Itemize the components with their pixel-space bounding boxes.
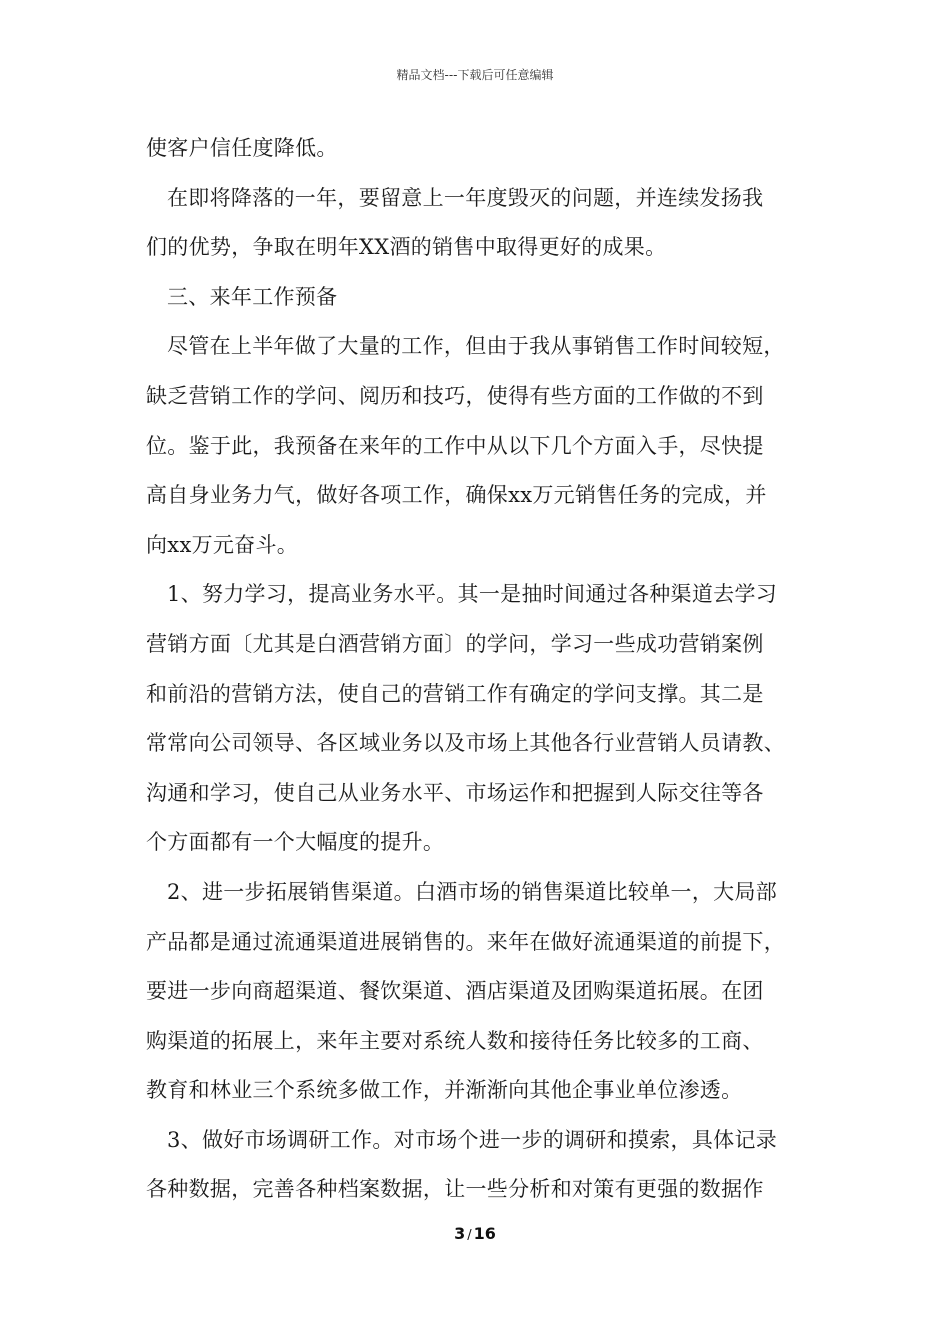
- text-line: 沟通和学习，使自己从业务水平、市场运作和把握到人际交往等各: [146, 780, 764, 805]
- text-line: 向xx万元奋斗。: [146, 532, 299, 557]
- page-number: [0, 1224, 950, 1243]
- text-line: 三、来年工作预备: [167, 284, 338, 309]
- text-line: 产品都是通过流通渠道进展销售的。来年在做好流通渠道的前提下，: [146, 929, 785, 954]
- text-line: 缺乏营销工作的学问、阅历和技巧，使得有些方面的工作做的不到: [146, 383, 764, 408]
- page-header: 精品文档---下载后可任意编辑: [396, 68, 554, 82]
- text-line: 3、做好市场调研工作。对市场个进一步的调研和摸索，具体记录: [167, 1127, 778, 1152]
- text-line: 使客户信任度降低。: [146, 136, 338, 160]
- text-line: 们的优势，争取在明年XX酒的销售中取得更好的成果。: [146, 235, 667, 260]
- text-line: 要进一步向商超渠道、餐饮渠道、酒店渠道及团购渠道拓展。在团: [146, 979, 764, 1004]
- page-separator: /: [467, 1228, 472, 1243]
- text-line: 高自身业务力气，做好各项工作，确保xx万元销售任务的完成，并: [146, 483, 767, 508]
- current-page-number: 3: [454, 1224, 466, 1243]
- text-line: 位。鉴于此，我预备在来年的工作中从以下几个方面入手，尽快提: [146, 433, 764, 458]
- total-pages: 16: [473, 1224, 496, 1243]
- text-line: 教育和林业三个系统多做工作，并渐渐向其他企事业单位渗透。: [146, 1078, 743, 1103]
- text-line: 各种数据，完善各种档案数据，让一些分析和对策有更强的数据作: [146, 1177, 764, 1202]
- text-line: 购渠道的拓展上，来年主要对系统人数和接待任务比较多的工商、: [146, 1028, 764, 1053]
- text-line: 个方面都有一个大幅度的提升。: [146, 830, 445, 855]
- text-line: 营销方面〔尤其是白酒营销方面〕的学问，学习一些成功营销案例: [146, 631, 764, 656]
- text-line: 2、进一步拓展销售渠道。白酒市场的销售渠道比较单一，大局部: [167, 879, 778, 904]
- text-line: 尽管在上半年做了大量的工作，但由于我从事销售工作时间较短，: [167, 334, 785, 359]
- text-line: 常常向公司领导、各区域业务以及市场上其他各行业营销人员请教、: [146, 731, 785, 756]
- text-line: 1、努力学习，提高业务水平。其一是抽时间通过各种渠道去学习: [167, 582, 778, 607]
- text-line: 和前沿的营销方法，使自己的营销工作有确定的学问支撑。其二是: [146, 681, 764, 706]
- text-line: 在即将降落的一年，要留意上一年度毁灭的问题，并连续发扬我: [167, 185, 764, 210]
- document-body: [146, 124, 818, 1215]
